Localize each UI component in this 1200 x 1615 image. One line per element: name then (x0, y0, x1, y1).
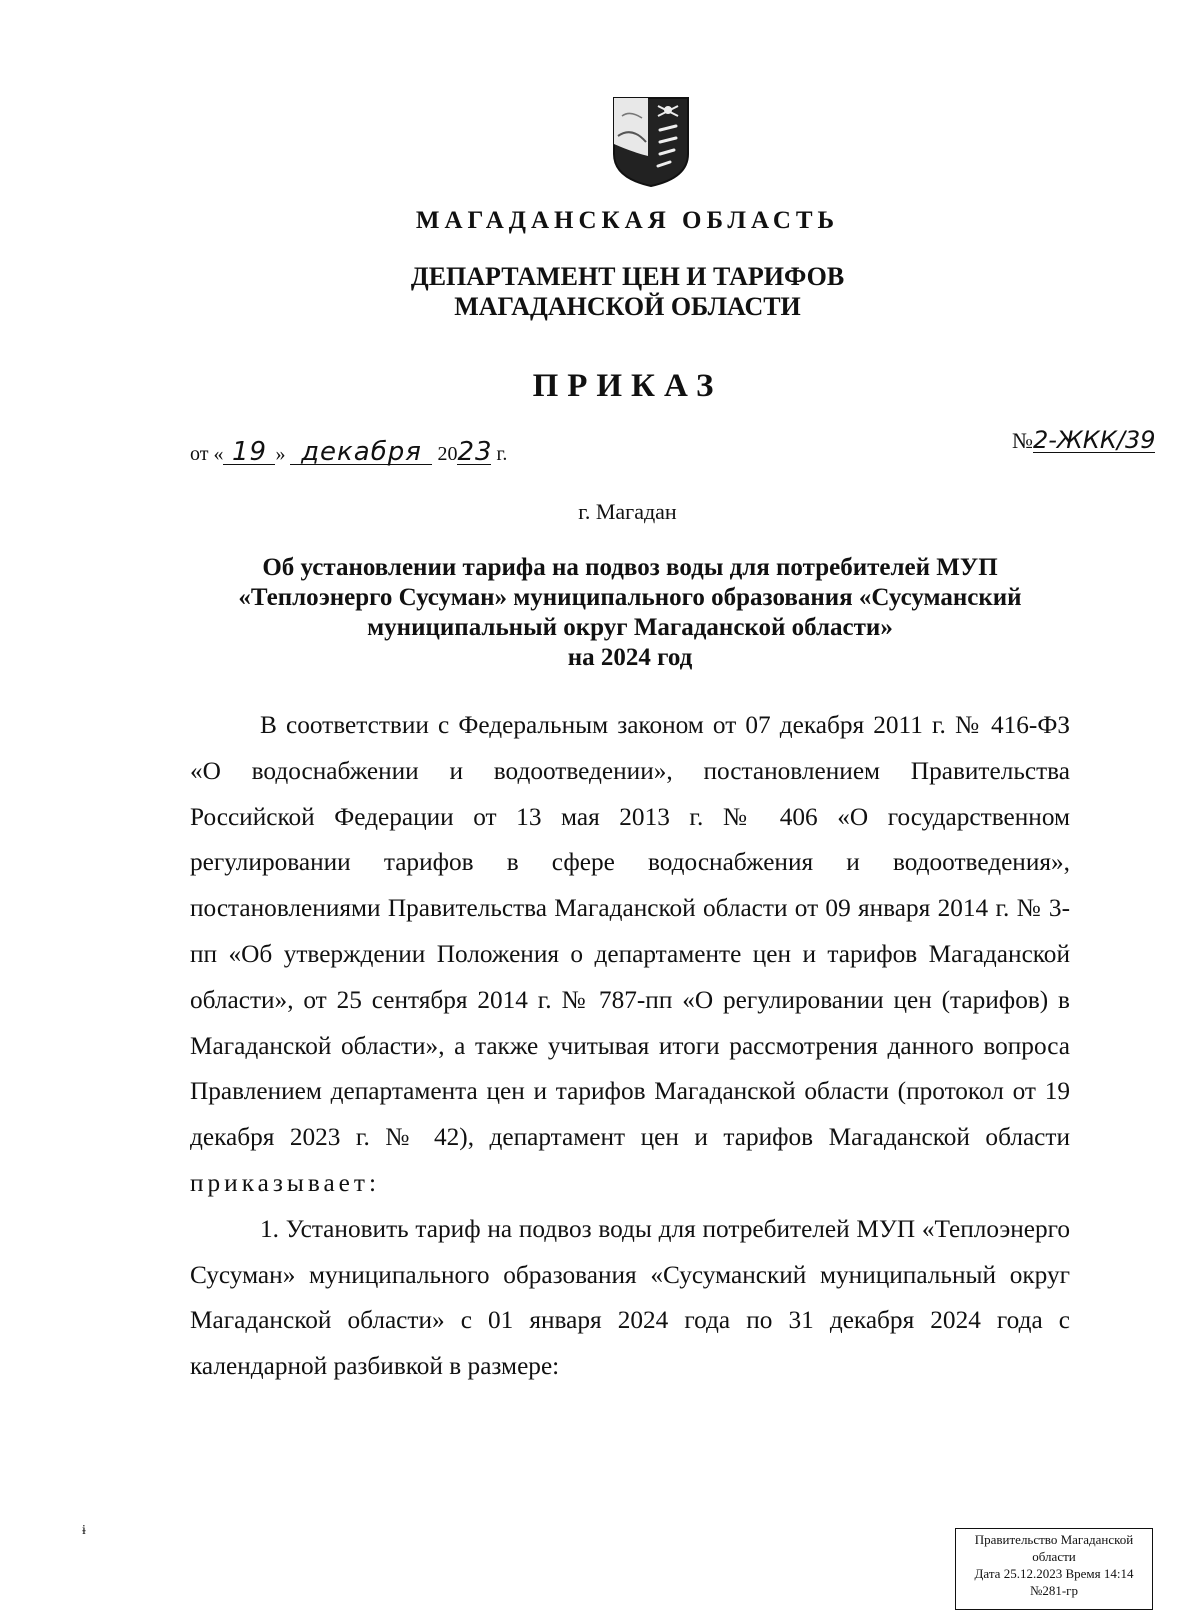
stamp-line-4: №281-гр (1029, 1583, 1079, 1598)
order-date (190, 437, 508, 467)
title-line-4: на 2024 год (567, 644, 693, 671)
registration-stamp (955, 1528, 1153, 1610)
order-body (190, 703, 1070, 1390)
title-line-2: «Теплоэнерго Сусуман» муниципального образования «Сусуманский (238, 584, 1022, 611)
preamble-text: В соответствии с Федеральным законом от 07 декабря 2011 г. № 416-ФЗ «О водоснабжении и водоотведении», постановлением Правительства Российской Федерации от 13 мая 2013 г. № 406 «О государственном регулировании тарифов в сфере водоснабжения и водоотведения», постановлениями Правительства Магаданской области от 09 января 2014 г. № 3-пп «Об утверждении Положения о департаменте цен и тарифов Магаданской области», от 25 сентября 2014 г. № 787-пп «О регулировании цен (тарифов) в Магаданской области», а также учитывая итоги рассмотрения данного вопроса Правлением департамента цен и тарифов Магаданской области (протокол от 19 декабря 2023 г. № 42), департамент цен и тарифов Магаданской области (190, 711, 1070, 1152)
number-prefix: № (1012, 428, 1033, 453)
scan-mark: ɨ (82, 1523, 86, 1538)
item-1-paragraph: 1. Установить тариф на подвоз воды для потребителей МУП «Теплоэнерго Сусуман» муниципального образования «Сусуманский муниципальный округ Магаданской области» с 01 января 2024 года по 31 декабря 2024 года с календарной разбивкой в размере: (190, 1214, 1070, 1381)
department-line-2: МАГАДАНСКОЙ ОБЛАСТИ (454, 292, 801, 321)
stamp-line-1: Правительство Магаданской (974, 1532, 1134, 1547)
preamble-paragraph (190, 703, 1070, 1207)
date-prefix: от « (190, 443, 224, 465)
date-mid: » (275, 443, 286, 465)
date-year-suffix: 23 (457, 437, 493, 467)
coat-of-arms-icon (612, 96, 690, 188)
title-line-3: муниципальный округ Магаданской области» (367, 614, 893, 641)
document-type-heading: ПРИКАЗ (532, 368, 723, 404)
order-number (1012, 428, 1155, 454)
city-line: г. Магадан (578, 499, 677, 524)
number-value: 2-ЖКК/39 (1033, 426, 1156, 454)
date-end: г. (496, 443, 508, 465)
date-year-prefix: 20 (437, 443, 458, 465)
date-day: 19 (223, 440, 275, 465)
title-line-1: Об установлении тарифа на подвоз воды для потребителей МУП (262, 554, 998, 581)
stamp-line-3: Дата 25.12.2023 Время 14:14 (974, 1566, 1134, 1581)
department-heading (0, 262, 1200, 322)
decree-word: приказывает: (190, 1168, 380, 1197)
order-title (190, 553, 1070, 673)
stamp-line-2: области (1032, 1549, 1076, 1564)
region-heading: МАГАДАНСКАЯ ОБЛАСТЬ (415, 207, 840, 234)
department-line-1: ДЕПАРТАМЕНТ ЦЕН И ТАРИФОВ (410, 262, 845, 291)
date-month: декабря (290, 440, 432, 465)
